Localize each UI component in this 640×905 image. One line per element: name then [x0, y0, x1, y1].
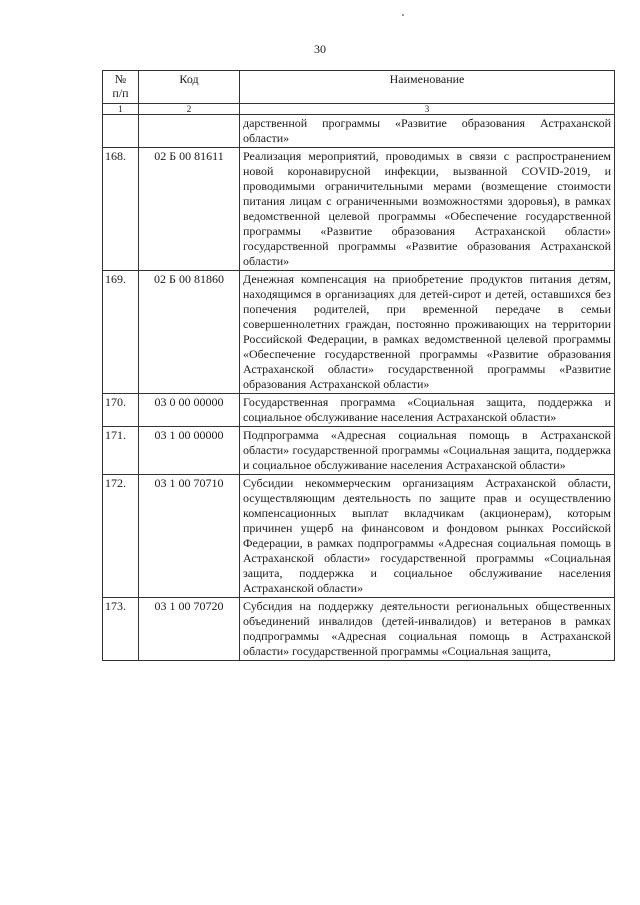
- table-row: [103, 427, 615, 475]
- table-header-row: [103, 71, 615, 104]
- row-name: дарственной программы «Развитие образования Астраханской области»: [240, 115, 615, 148]
- row-number: 171.: [103, 427, 139, 475]
- column-index-row: [103, 104, 615, 115]
- row-number: 173.: [103, 598, 139, 661]
- column-index-2: 2: [139, 104, 240, 115]
- row-number: 172.: [103, 475, 139, 598]
- row-number: 169.: [103, 271, 139, 394]
- header-name: Наименование: [240, 71, 615, 104]
- row-code: 02 Б 00 81860: [139, 271, 240, 394]
- table-row: [103, 598, 615, 661]
- table-row: [103, 115, 615, 148]
- table-row: [103, 475, 615, 598]
- row-code: [139, 115, 240, 148]
- row-name: Реализация мероприятий, проводимых в связи с распространением новой коронавирусной инфекции, вызванной COVID-2019, и проводимыми ограничительными мерами (возмещение стоимости питания лицам с ограниченными возможностями здоровья), в рамках ведомственной целевой программы «Обеспечение государственной программы «Развитие образования Астраханской области» государственной программы «Развитие образования Астраханской области»: [240, 148, 615, 271]
- budget-classification-table: [102, 70, 615, 661]
- row-code: 03 1 00 70720: [139, 598, 240, 661]
- row-name: Субсидии некоммерческим организациям Астраханской области, осуществляющим деятельность по защите прав и осуществлению компенсационных выплат вкладчикам (акционерам), которым причинен ущерб на финансовом и фондовом рынках Российской Федерации, в рамках подпрограммы «Адресная социальная помощь в Астраханской области» государственной программы «Социальная защита, поддержка и социальное обслуживание населения Астраханской области»: [240, 475, 615, 598]
- row-name: Подпрограмма «Адресная социальная помощь в Астраханской области» государственной программы «Социальная защита, поддержка и социальное обслуживание населения Астраханской области»: [240, 427, 615, 475]
- header-number-symbol: №: [114, 72, 127, 86]
- table-row: [103, 394, 615, 427]
- row-number: [103, 115, 139, 148]
- header-code: Код: [139, 71, 240, 104]
- row-number: 168.: [103, 148, 139, 271]
- table-row: [103, 148, 615, 271]
- row-code: 03 0 00 00000: [139, 394, 240, 427]
- scan-speck: [402, 14, 404, 16]
- header-number: [103, 71, 139, 104]
- row-name: Денежная компенсация на приобретение продуктов питания детям, находящимся в организациях для детей-сирот и детей, оставшихся без попечения родителей, при временной передаче в семьи совершеннолетних граждан, постоянно проживающих на территории Российской Федерации, в рамках ведомственной целевой программы «Обеспечение государственной программы «Развитие образования Астраханской области» государственной программы «Развитие образования Астраханской области»: [240, 271, 615, 394]
- row-code: 02 Б 00 81611: [139, 148, 240, 271]
- row-code: 03 1 00 00000: [139, 427, 240, 475]
- column-index-1: 1: [103, 104, 139, 115]
- column-index-3: 3: [240, 104, 615, 115]
- row-code: 03 1 00 70710: [139, 475, 240, 598]
- row-name: Государственная программа «Социальная защита, поддержка и социальное обслуживание населения Астраханской области»: [240, 394, 615, 427]
- header-number-abbrev: п/п: [112, 86, 129, 100]
- row-name: Субсидия на поддержку деятельности региональных общественных объединений инвалидов (детей-инвалидов) и ветеранов в рамках подпрограммы «Адресная социальная помощь в Астраханской области» государственной программы «Социальная защита,: [240, 598, 615, 661]
- page-number: 30: [314, 42, 326, 56]
- row-number: 170.: [103, 394, 139, 427]
- table-row: [103, 271, 615, 394]
